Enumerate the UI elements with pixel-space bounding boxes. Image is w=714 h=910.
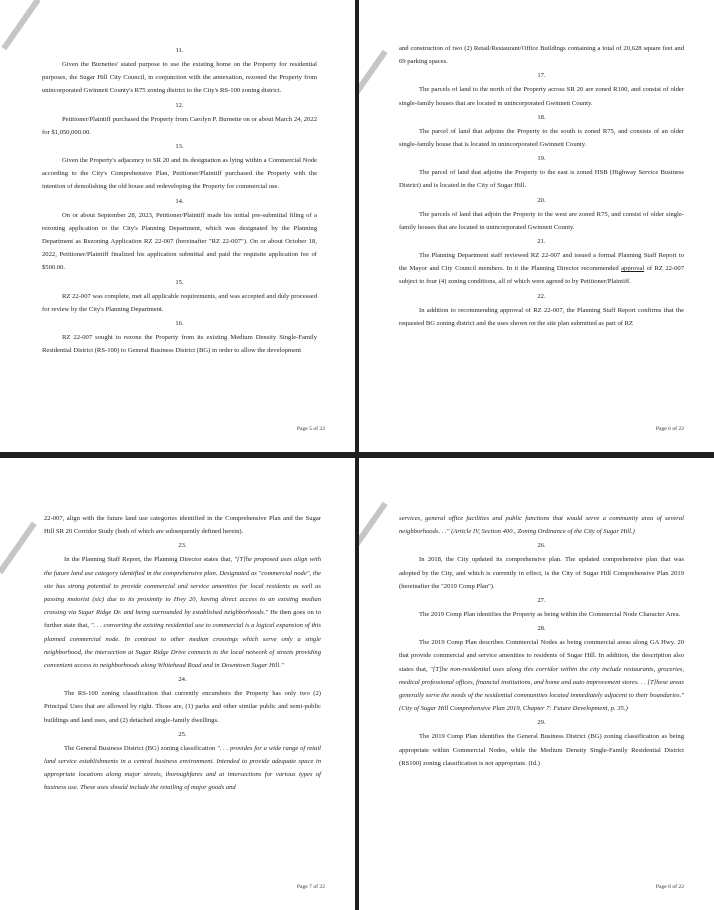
page-footer: Page 8 of 22 bbox=[655, 884, 684, 890]
paragraph-number: 29. bbox=[537, 719, 546, 727]
paragraph-number: 12. bbox=[175, 101, 184, 109]
paragraph-19: The parcel of land that adjoins the Property to the east is zoned HSB (Highway Service Business District) and is located in the City of Sugar Hill. bbox=[399, 169, 684, 190]
paragraph-number: 27. bbox=[537, 597, 546, 605]
paragraph-23-text: In the Planning Staff Report, the Planning Director states that, bbox=[64, 556, 235, 564]
paragraph-number: 20. bbox=[537, 196, 546, 204]
paragraph-number: 17. bbox=[537, 72, 546, 80]
paragraph-27: The 2019 Comp Plan identifies the Property as being within the Commercial Node Character Area. bbox=[419, 611, 681, 619]
paragraph-number: 13. bbox=[175, 143, 184, 151]
paragraph-number: 21. bbox=[537, 238, 546, 246]
paragraph-number: 22. bbox=[537, 292, 546, 300]
paragraph-12: Petitioner/Plaintiff purchased the Property from Carolyn P. Burnette on or about March 24, 2022 for $1,050,000.00. bbox=[42, 115, 317, 136]
paragraph-14: On or about September 28, 2023, Petitioner/Plaintiff made his initial pre-submittal filing of a rezoning application to the City's Planning Department, which was designated by the Planning Department as Rezoning Application RZ 22-007 (hereinafter "RZ 22-007"). On or about October 18, 2022, Petitioner/Plaintiff finalized his application submittal and paid the requisite application fee of $500.00. bbox=[42, 211, 317, 272]
paragraph-24: The RS-100 zoning classification that currently encumbers the Property has only two (2) Principal Uses that are allowed by right. Those are, (1) parks and other similar public and semi-public buildings and land uses, and (2) detached single-family dwellings. bbox=[44, 690, 321, 724]
paragraph-22: In addition to recommending approval of RZ 22-007, the Planning Staff Report confirms that the requested BG zoning district and the uses shown on the site plan submitted as part of RZ bbox=[399, 306, 684, 327]
paragraph-25 bbox=[44, 742, 321, 795]
document-page-5 bbox=[0, 0, 355, 452]
paragraph-29: The 2019 Comp Plan identifies the General Business District (BG) zoning classification as being appropriate within Commercial Nodes, while the Medium Density Single-Family Residential District (RS100) zoning classification is not appropriate. (Id.) bbox=[399, 733, 684, 767]
document-page-8 bbox=[359, 458, 714, 910]
paragraph-number: 15. bbox=[175, 278, 184, 286]
paragraph-number: 16. bbox=[175, 320, 184, 328]
paragraph-18: The parcel of land that adjoins the Property to the south is zoned R75, and consists of an older single-family house that is located in unincorporated Gwinnett County. bbox=[399, 127, 684, 149]
paragraph-28 bbox=[399, 636, 684, 715]
paragraph-21-text-end: of RZ 22-007 subject to four (4) zoning conditions, all of which were agreed to by Petitioner/Plaintiff. bbox=[399, 265, 685, 286]
document-page-6 bbox=[359, 0, 714, 452]
continued-text: services, general office facilities and public functions that would serve a community area of several neighborhoods. . ." (Article IV, Section 400., Zoning Ordinance of the City of Sugar Hill.) bbox=[399, 515, 684, 536]
paragraph-23-quote: "[T]he proposed uses align with the future land use category identified in the comprehensive plan. Designated as "commercial node", the site has strong potential to provide commercial and service amenities for local residents as well as passing motorist (sic) due to its proximity to Hwy 20, having direct access to an existing median crossing via Sugar Ridge Dr. and being surrounded by established neighborhoods." bbox=[44, 556, 321, 617]
page-footer: Page 7 of 22 bbox=[296, 884, 325, 890]
paragraph-number: 19. bbox=[537, 155, 546, 163]
paragraph-21-underlined: approval bbox=[621, 265, 645, 273]
paragraph-number: 18. bbox=[537, 113, 546, 121]
page-footer: Page 6 of 22 bbox=[655, 426, 684, 432]
paragraph-26: In 2018, the City updated its comprehensive plan. The updated comprehensive plan that was adopted by the City, and which is currently in effect, is the City of Sugar Hill Comprehensive Plan 2019 (hereinafter the "2019 Comp Plan"). bbox=[399, 556, 684, 590]
paragraph-20: The parcels of land that adjoin the Property to the west are zoned R75, and consist of older single-family houses that are located in unincorporated Gwinnett County. bbox=[399, 210, 684, 231]
paragraph-11: Given the Burnettes' stated purpose to use the existing home on the Property for residential purposes, the Sugar Hill City Council, in conjunction with the annexation, rezoned the Property from unincorporated Gwinnett County's R75 zoning district to the City's RS-100 zoning district. bbox=[42, 61, 317, 95]
paragraph-number: 25. bbox=[178, 730, 187, 738]
paragraph-13: Given the Property's adjacency to SR 20 and its designation as lying within a Commercial Node according to the City's Comprehensive Plan, Petitioner/Plaintiff purchased the Property with the intention of demolishing the old house and redeveloping the Property for commercial use. bbox=[42, 157, 317, 191]
paragraph-25-text: The General Business District (BG) zoning classification bbox=[64, 744, 217, 752]
paragraph-21 bbox=[399, 249, 684, 289]
continued-text: 22-007, align with the future land use categories identified in the Comprehensive Plan and the Sugar Hill SR 20 Corridor Study (both of which are subsequently defined herein). bbox=[44, 515, 321, 536]
continued-text: and construction of two (2) Retail/Restaurant/Office Buildings containing a total of 20,628 square feet and 69 parking spaces. bbox=[399, 45, 684, 66]
scan-mark bbox=[359, 502, 388, 555]
page-footer: Page 5 of 22 bbox=[296, 426, 325, 432]
paragraph-number: 24. bbox=[178, 676, 187, 684]
paragraph-21-text: The Planning Department staff reviewed RZ 22-007 and issued a formal Planning Staff Report to the Mayor and City Council members. In it the Planning Director recommended bbox=[399, 252, 684, 273]
document-page-7 bbox=[0, 458, 355, 910]
paragraph-17: The parcels of land to the north of the Property across SR 20 are zoned R100, and consist of older single-family houses that are located in unincorporated Gwinnett County. bbox=[399, 86, 684, 107]
paragraph-number: 26. bbox=[537, 542, 546, 550]
paragraph-23-quote-2: ". . . converting the existing residential use to commercial is a logical expansion of this planned commercial node. In contrast to other median crossings which serve only a single neighborhood, the intersection at Sugar Ridge Drive connects to the local network of streets providing convenient access to neighborhoods along Whitehead Road and in Downtown Sugar Hill." bbox=[44, 622, 321, 670]
scan-mark bbox=[359, 50, 388, 103]
paragraph-15: RZ 22-007 was complete, met all applicable requirements, and was accepted and duly processed for review by the City's Planning Department. bbox=[42, 292, 317, 313]
paragraph-16: RZ 22-007 sought to rezone the Property from its existing Medium Density Single-Family Residential District (RS-100) to General Business District (BG) in order to allow the development bbox=[42, 334, 317, 355]
paragraph-25-quote: ". . . provides for a wide range of retail land service establishments in a central business environment. Intended to provide adequate space in appropriate locations along major streets, thoroughfares and at intersections for various types of business use. These uses should include the retailing of major goods and bbox=[44, 744, 321, 792]
paragraph-23-text-mid: He then goes on to further state that, bbox=[44, 609, 321, 630]
paragraph-number: 28. bbox=[537, 625, 546, 633]
paragraph-number: 14. bbox=[175, 197, 184, 205]
paragraph-28-quote: "[T]he non-residential uses along this corridor within the city include restaurants, groceries, medical professional offices, financial institutions, and home and auto improvement stores. . . [T]hese areas generally serve the needs of the residential communities located immediately adjacent to their boundaries." (City of Sugar Hill Comprehensive Plan 2019, Chapter 7: Future Development, p. 35.) bbox=[399, 665, 684, 713]
paragraph-28-text: The 2019 Comp Plan describes Commercial Nodes as being commercial areas along GA Hwy. 20 that provide commercial and service amenities to residents of Sugar Hill. In addition, the description also states that, bbox=[399, 639, 684, 673]
paragraph-23 bbox=[44, 553, 321, 672]
scan-mark bbox=[1, 0, 40, 50]
paragraph-number: 11. bbox=[175, 47, 184, 54]
paragraph-number: 23. bbox=[178, 542, 187, 550]
scan-mark bbox=[0, 522, 37, 575]
